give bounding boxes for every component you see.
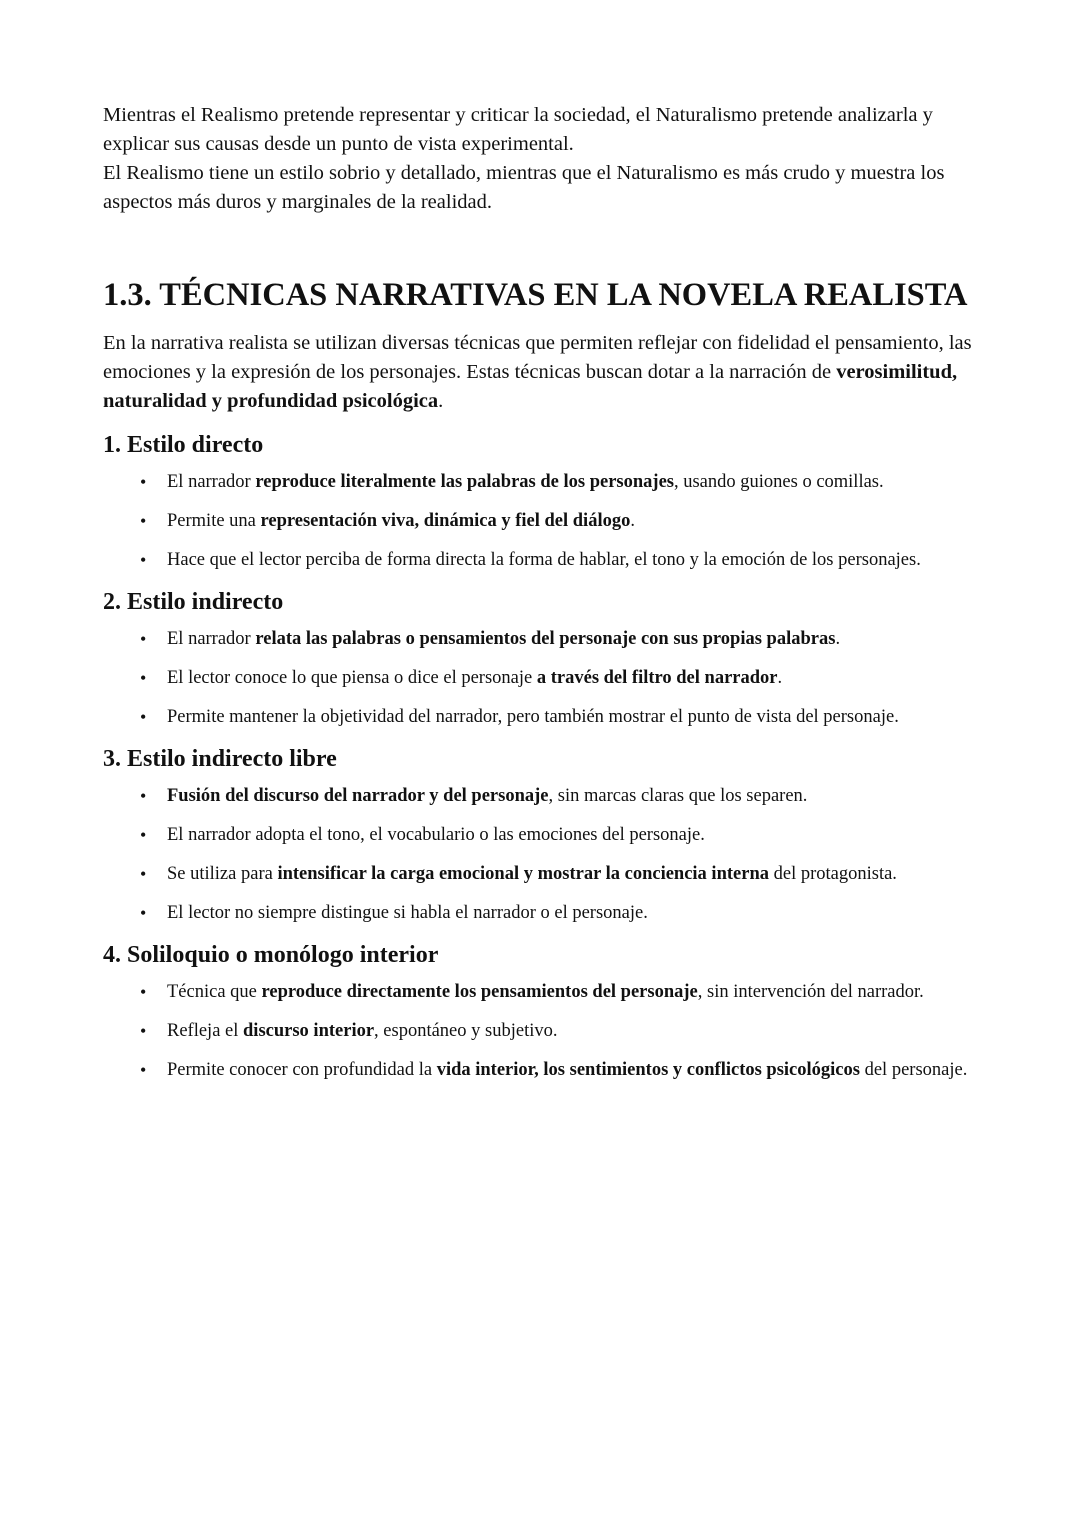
item-text-end: . — [630, 511, 635, 531]
list-item — [140, 979, 980, 1005]
list-item — [140, 900, 980, 926]
item-text-end: del personaje. — [859, 1060, 968, 1080]
item-bold-text: a través del filtro del narrador — [536, 668, 778, 688]
list-item — [140, 861, 980, 887]
intro-block — [103, 101, 980, 217]
bullet-icon: • — [140, 550, 147, 570]
item-bold-text: vida interior, los sentimientos y conflictos psicológicos — [436, 1060, 860, 1080]
item-text: Permite mantener la objetividad del narrador, pero también mostrar el punto de vista del personaje. — [167, 707, 899, 727]
lead-text: En la narrativa realista se utilizan diversas técnicas que permiten reflejar con fidelidad el pensamiento, las emociones y la expresión de los personajes. Estas técnicas buscan dotar a la narración de — [103, 332, 972, 383]
bullet-icon: • — [140, 825, 147, 845]
list-item — [140, 547, 980, 573]
bullet-icon: • — [140, 511, 147, 531]
bullet-icon: • — [140, 786, 147, 806]
item-text-end: , espontáneo y subjetivo. — [374, 1021, 558, 1041]
list-item — [140, 783, 980, 809]
lead-end-text: . — [438, 390, 444, 412]
item-text: El narrador — [167, 472, 256, 492]
list-item — [140, 704, 980, 730]
item-text: El narrador — [167, 629, 256, 649]
bullet-icon: • — [140, 903, 147, 923]
subsection-heading-estilo-indirecto-libre: 3. Estilo indirecto libre — [103, 746, 337, 772]
section-title: 1.3. TÉCNICAS NARRATIVAS EN LA NOVELA REALISTA — [103, 277, 968, 313]
item-text: El lector no siempre distingue si habla el narrador o el personaje. — [167, 903, 648, 923]
subsection-heading-soliloquio: 4. Soliloquio o monólogo interior — [103, 942, 439, 968]
item-text: Hace que el lector perciba de forma directa la forma de hablar, el tono y la emoción de los personajes. — [167, 550, 921, 570]
bullet-icon: • — [140, 707, 147, 727]
section-lead — [103, 329, 980, 416]
item-bold-text: reproduce literalmente las palabras de los personajes — [255, 472, 674, 492]
bullet-icon: • — [140, 1021, 147, 1041]
item-text: Se utiliza para — [167, 864, 278, 884]
bullet-list-soliloquio — [103, 979, 980, 1083]
item-bold-text: reproduce directamente los pensamientos del personaje — [261, 982, 698, 1002]
list-item — [140, 508, 980, 534]
subsection-heading-estilo-directo: 1. Estilo directo — [103, 432, 264, 458]
bullet-list-estilo-indirecto — [103, 626, 980, 730]
item-text-end: , sin intervención del narrador. — [697, 982, 924, 1002]
bullet-icon: • — [140, 864, 147, 884]
item-bold-text: intensificar la carga emocional y mostrar la conciencia interna — [277, 864, 769, 884]
item-text-end: , usando guiones o comillas. — [673, 472, 884, 492]
list-item — [140, 822, 980, 848]
subsection-heading-estilo-indirecto: 2. Estilo indirecto — [103, 589, 284, 615]
bullet-list-estilo-indirecto-libre — [103, 783, 980, 926]
item-text: El lector conoce lo que piensa o dice el personaje — [167, 668, 537, 688]
intro-paragraph-2: El Realismo tiene un estilo sobrio y detallado, mientras que el Naturalismo es más crudo y muestra los aspectos más duros y marginales de la realidad. — [103, 162, 945, 213]
bullet-list-estilo-directo — [103, 469, 980, 573]
item-bold-text: discurso interior — [243, 1021, 375, 1041]
item-bold-text: Fusión del discurso del narrador y del personaje — [167, 786, 549, 806]
list-item — [140, 1057, 980, 1083]
list-item — [140, 665, 980, 691]
bullet-icon: • — [140, 1060, 147, 1080]
item-text-end: . — [835, 629, 841, 649]
list-item — [140, 626, 980, 652]
item-text-end: del protagonista. — [769, 864, 897, 884]
item-bold-text: relata las palabras o pensamientos del personaje con sus propias palabras — [255, 629, 836, 649]
intro-paragraph-1: Mientras el Realismo pretende representar y criticar la sociedad, el Naturalismo pretende analizarla y explicar sus causas desde un punto de vista experimental. — [103, 104, 933, 155]
list-item — [140, 1018, 980, 1044]
item-text-end: . — [777, 668, 783, 688]
item-text: El narrador adopta el tono, el vocabulario o las emociones del personaje. — [167, 825, 705, 845]
lead-bold-text: verosimilitud, naturalidad y profundidad psicológica — [103, 361, 958, 412]
list-item — [140, 469, 980, 495]
bullet-icon: • — [140, 982, 147, 1002]
item-text: Permite conocer con profundidad la — [167, 1060, 437, 1080]
bullet-icon: • — [140, 629, 147, 649]
item-text: Técnica que — [167, 982, 262, 1002]
bullet-icon: • — [140, 668, 147, 688]
item-text: Permite una — [167, 511, 261, 531]
bullet-icon: • — [140, 472, 147, 492]
item-bold-text: representación viva, dinámica y fiel del diálogo — [260, 511, 631, 531]
item-text-end: , sin marcas claras que los separen. — [548, 786, 808, 806]
item-text: Refleja el — [167, 1021, 244, 1041]
